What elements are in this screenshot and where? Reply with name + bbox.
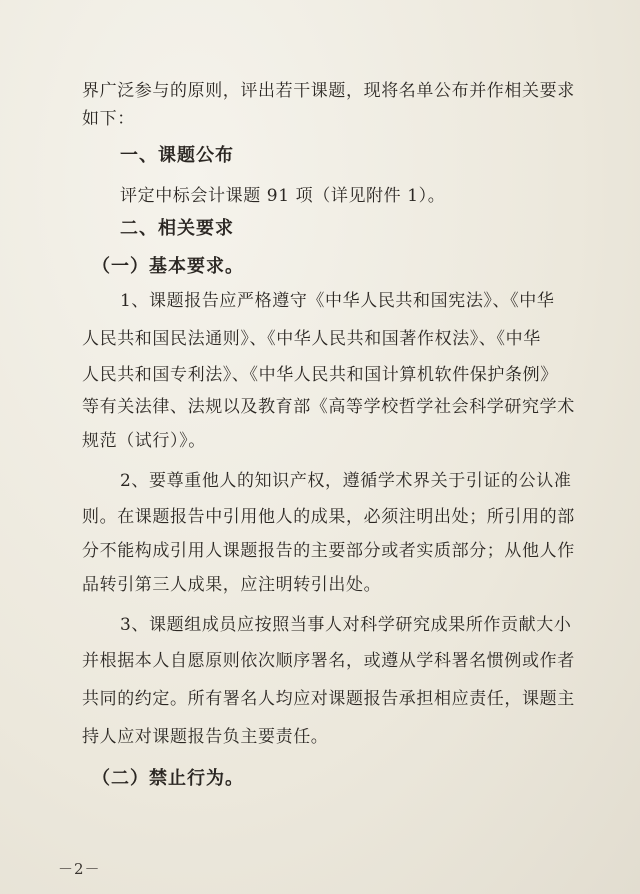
section1-text: 评定中标会计课题 91 项（详见附件 1）。	[120, 186, 446, 206]
subsection1-heading: （一）基本要求。	[92, 256, 244, 277]
item1-line-1: 1、课题报告应严格遵守《中华人民共和国宪法》、《中华	[120, 291, 555, 311]
item2-line-4: 品转引第三人成果，应注明转引出处。	[82, 575, 382, 595]
item3-line-2: 并根据本人自愿原则依次顺序署名，或遵从学科署名惯例或作者	[82, 651, 575, 671]
subsection2-heading: （二）禁止行为。	[92, 768, 244, 789]
item3-line-3: 共同的约定。所有署名人均应对课题报告承担相应责任，课题主	[82, 689, 575, 709]
item2-line-3: 分不能构成引用人课题报告的主要部分或者实质部分；从他人作	[82, 541, 575, 561]
item1-line-2: 人民共和国民法通则》、《中华人民共和国著作权法》、《中华	[82, 329, 541, 349]
intro-line-1: 界广泛参与的原则，评出若干课题，现将名单公布并作相关要求	[82, 81, 575, 101]
item1-line-3: 人民共和国专利法》、《中华人民共和国计算机软件保护条例》	[82, 365, 558, 385]
item2-line-2: 则。在课题报告中引用他人的成果，必须注明出处；所引用的部	[82, 507, 575, 527]
section2-heading: 二、相关要求	[120, 218, 234, 239]
intro-line-2: 如下：	[82, 109, 135, 129]
item1-line-5: 规范（试行）》。	[82, 431, 206, 451]
page-number: －2－	[58, 860, 101, 878]
item3-line-4: 持人应对课题报告负主要责任。	[82, 727, 329, 747]
section1-heading: 一、课题公布	[120, 145, 234, 166]
item2-line-1: 2、要尊重他人的知识产权，遵循学术界关于引证的公认准	[120, 471, 572, 491]
item1-line-4: 等有关法律、法规以及教育部《高等学校哲学社会科学研究学术	[82, 397, 575, 417]
item3-line-1: 3、课题组成员应按照当事人对科学研究成果所作贡献大小	[120, 615, 572, 635]
